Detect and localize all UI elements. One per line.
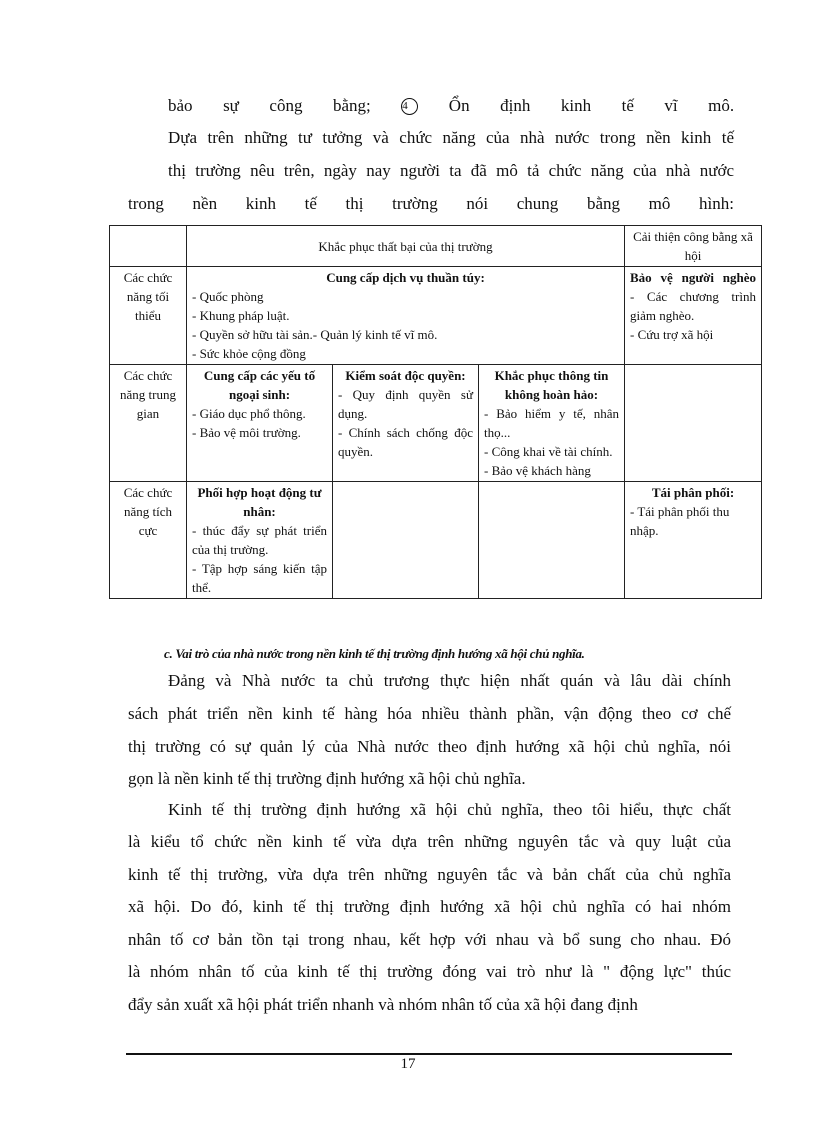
- paragraph-2-line-7: đẩy sản xuất xã hội phát triển nhanh và nhóm nhân tố của xã hội đang định: [128, 995, 638, 1014]
- paragraph-2-line-2: là kiểu tổ chức nền kinh tế vừa dựa trên những nguyên tắc và quy luật của: [128, 832, 731, 851]
- table-row-minimal: [110, 267, 762, 365]
- paragraph-1-line-4: gọn là nền kinh tế thị trường định hướng xã hội chủ nghĩa.: [128, 769, 526, 788]
- paragraph-2-line-5: nhân tố cơ bản tồn tại trong nhau, kết hợp với nhau và bổ sung cho nhau. Đó: [128, 930, 731, 949]
- page-number: 17: [400, 1056, 416, 1072]
- paragraph-1-line-1: Đảng và Nhà nước ta chủ trương thực hiện nhất quán và lâu dài chính: [168, 671, 731, 690]
- paragraph-2-line-6: là nhóm nhân tố của kinh tế thị trường đóng vai trò như là " động lực" thúc: [128, 962, 731, 981]
- header-empty-cell: [110, 226, 187, 267]
- paragraph-2-line-1: Kinh tế thị trường định hướng xã hội chủ nghĩa, theo tôi hiểu, thực chất: [168, 800, 731, 819]
- minimal-equity-cell: Bảo vệ người nghèo - Các chương trình giảm nghèo. - Cứu trợ xã hội: [625, 267, 762, 365]
- row-label-active: Các chức năng tích cực: [110, 482, 187, 599]
- active-equity-cell: Tái phân phối: - Tái phân phối thu nhập.: [625, 482, 762, 599]
- row-label-minimal: Các chức năng tối thiểu: [110, 267, 187, 365]
- active-empty-cell-3: [479, 482, 625, 599]
- intro-line-4: trong nền kinh tế thị trường nói chung bằng mô hình:: [128, 194, 734, 213]
- intermediate-monopoly-cell: Kiểm soát độc quyền: - Quy định quyền sử dụng. - Chính sách chống độc quyền.: [333, 365, 479, 482]
- header-social-equity: Cải thiện công bằng xã hội: [625, 226, 762, 267]
- table-row-active: [110, 482, 762, 599]
- header-market-failure: Khắc phục thất bại của thị trường: [187, 226, 625, 267]
- paragraph-2-line-3: kinh tế thị trường, vừa dựa trên những nguyên tắc và bản chất của chủ nghĩa: [128, 865, 731, 884]
- active-private-coordination-cell: Phối hợp hoạt động tư nhân: - thúc đẩy sự phát triển của thị trường. - Tập hợp sáng kiến tập thể.: [187, 482, 333, 599]
- intermediate-equity-empty-cell: [625, 365, 762, 482]
- paragraph-1-line-3: thị trường có sự quản lý của Nhà nước theo định hướng xã hội chủ nghĩa, nói: [128, 737, 731, 756]
- intro-line-1: bảo sự công bằng; 4 Ổn định kinh tế vĩ mô.: [168, 96, 735, 115]
- section-subheading: c. Vai trò của nhà nước trong nền kinh tế thị trường định hướng xã hội chủ nghĩa.: [164, 646, 585, 661]
- footer-divider: [126, 1053, 732, 1055]
- intro-line-2: Dựa trên những tư tưởng và chức năng của nhà nước trong nền kinh tế: [168, 128, 734, 147]
- table-header-row: [110, 226, 762, 267]
- paragraph-2-line-4: xã hội. Do đó, kinh tế thị trường định hướng xã hội chủ nghĩa có hai nhóm: [128, 897, 731, 916]
- table-row-intermediate: [110, 365, 762, 482]
- active-empty-cell-2: [333, 482, 479, 599]
- intermediate-externalities-cell: Cung cấp các yếu tố ngoại sinh: - Giáo dục phổ thông. - Bảo vệ môi trường.: [187, 365, 333, 482]
- minimal-pure-services-cell: Cung cấp dịch vụ thuần túy: - Quốc phòng - Khung pháp luật. - Quyền sở hữu tài sản.- Quản lý kinh tế vĩ mô. - Sức khỏe cộng đồng: [187, 267, 625, 365]
- circled-number-4: 4: [401, 98, 418, 115]
- intermediate-information-cell: Khắc phục thông tin không hoàn hảo: - Bảo hiểm y tế, nhân thọ... - Công khai về tài chính. - Bảo vệ khách hàng: [479, 365, 625, 482]
- state-functions-table: [109, 225, 762, 599]
- intro-line-3: thị trường nêu trên, ngày nay người ta đã mô tả chức năng của nhà nước: [168, 161, 734, 180]
- paragraph-1-line-2: sách phát triển nền kinh tế hàng hóa nhiều thành phần, vận động theo cơ chế: [128, 704, 731, 723]
- row-label-intermediate: Các chức năng trung gian: [110, 365, 187, 482]
